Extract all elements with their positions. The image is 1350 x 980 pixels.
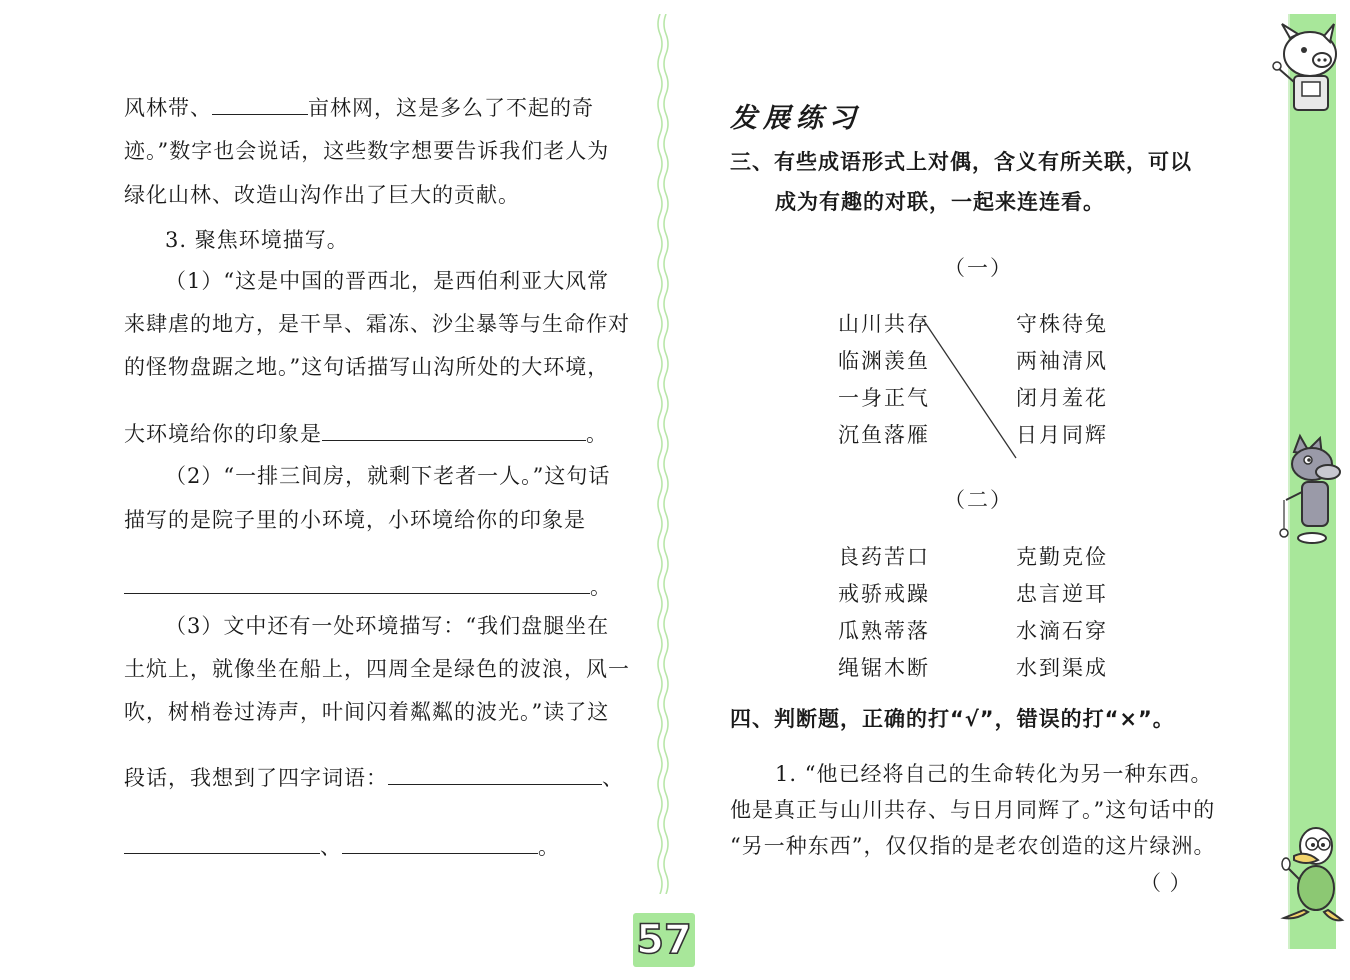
text-line: 绿化山林、改造山沟作出了巨大的贡献。 [124, 183, 520, 207]
idiom-left[interactable]: 一身正气 [838, 386, 930, 410]
page-fold-decoration [655, 14, 671, 894]
text-line [124, 762, 624, 793]
idiom-right[interactable]: 日月同辉 [1016, 423, 1108, 447]
idiom-left[interactable]: 戒骄戒躁 [838, 582, 930, 606]
text-line: 来肆虐的地方，是干旱、霜冻、沙尘暴等与生命作对 [124, 312, 630, 336]
question-3-line2: 成为有趣的对联，一起来连连看。 [775, 190, 1105, 214]
text-line: 吹，树梢卷过涛声，叶间闪着粼粼的波光。”读了这 [124, 700, 610, 724]
answer-blank[interactable] [388, 762, 602, 785]
text-line: 土炕上，就像坐在船上，四周全是绿色的波浪，风一 [124, 657, 630, 681]
idiom-left[interactable]: 绳锯木断 [838, 656, 930, 680]
idiom-right[interactable]: 水到渠成 [1016, 656, 1108, 680]
pig-cartoon-icon [1268, 20, 1344, 120]
idiom-left[interactable]: 沉鱼落雁 [838, 423, 930, 447]
text-segment: 、 [320, 835, 342, 859]
answer-blank[interactable] [124, 831, 320, 854]
question-3-line1: 三、有些成语形式上对偶，含义有所关联，可以 [730, 150, 1192, 174]
answer-blank[interactable] [124, 571, 590, 594]
text-line: （2）“一排三间房，就剩下老者一人。”这句话 [165, 464, 611, 488]
group-2-label: （二） [944, 488, 1013, 512]
text-segment: 。 [590, 575, 612, 599]
idiom-right[interactable]: 守株待兔 [1016, 312, 1108, 336]
text-segment: 段话，我想到了四字词语： [124, 766, 388, 790]
text-line [124, 571, 612, 602]
text-segment: 风林带、 [124, 96, 212, 120]
idiom-right[interactable]: 克勤克俭 [1016, 545, 1108, 569]
group-1-label: （一） [944, 256, 1013, 280]
page-number: 57 [633, 913, 695, 967]
answer-blank[interactable] [322, 418, 586, 441]
text-line: 他是真正与山川共存、与日月同辉了。”这句话中的 [730, 798, 1216, 822]
answer-paren[interactable]: （ ） [1140, 871, 1192, 895]
text-segment: 亩林网，这是多么了不起的奇 [308, 96, 594, 120]
text-line: （1）“这是中国的晋西北，是西伯利亚大风常 [165, 269, 610, 293]
text-line: （3）文中还有一处环境描写：“我们盘腿坐在 [165, 614, 610, 638]
idiom-left[interactable]: 山川共存 [838, 312, 930, 336]
text-line [124, 418, 608, 449]
text-line [124, 92, 594, 123]
idiom-right[interactable]: 忠言逆耳 [1016, 582, 1108, 606]
text-line [124, 831, 560, 862]
idiom-left[interactable]: 临渊羡鱼 [838, 349, 930, 373]
text-line: “另一种东西”，仅仅指的是老农创造的这片绿洲。 [730, 834, 1216, 858]
text-line: 迹。”数字也会说话，这些数字想要告诉我们老人为 [124, 139, 610, 163]
idiom-right[interactable]: 水滴石穿 [1016, 619, 1108, 643]
idiom-right[interactable]: 闭月羞花 [1016, 386, 1108, 410]
idiom-left[interactable]: 瓜熟蒂落 [838, 619, 930, 643]
wolf-cartoon-icon [1272, 432, 1348, 552]
text-line: 描写的是院子里的小环境，小环境给你的印象是 [124, 508, 586, 532]
question-4-heading: 四、判断题，正确的打“√”，错误的打“×”。 [730, 707, 1175, 731]
text-segment: 大环境给你的印象是 [124, 422, 322, 446]
idiom-right[interactable]: 两袖清风 [1016, 349, 1108, 373]
text-line: 的怪物盘踞之地。”这句话描写山沟所处的大环境， [124, 355, 610, 379]
text-segment: 、 [602, 766, 624, 790]
answer-blank[interactable] [342, 831, 538, 854]
answer-blank[interactable] [212, 92, 308, 115]
example-connecting-line [900, 300, 1030, 470]
text-segment: 。 [538, 835, 560, 859]
text-segment: 。 [586, 422, 608, 446]
duck-cartoon-icon [1272, 820, 1348, 930]
section-heading: 发展练习 [730, 103, 862, 134]
text-line: 1. “他已经将自己的生命转化为另一种东西。 [775, 762, 1213, 786]
idiom-left[interactable]: 良药苦口 [838, 545, 930, 569]
question-title: 3. 聚焦环境描写。 [165, 228, 349, 252]
